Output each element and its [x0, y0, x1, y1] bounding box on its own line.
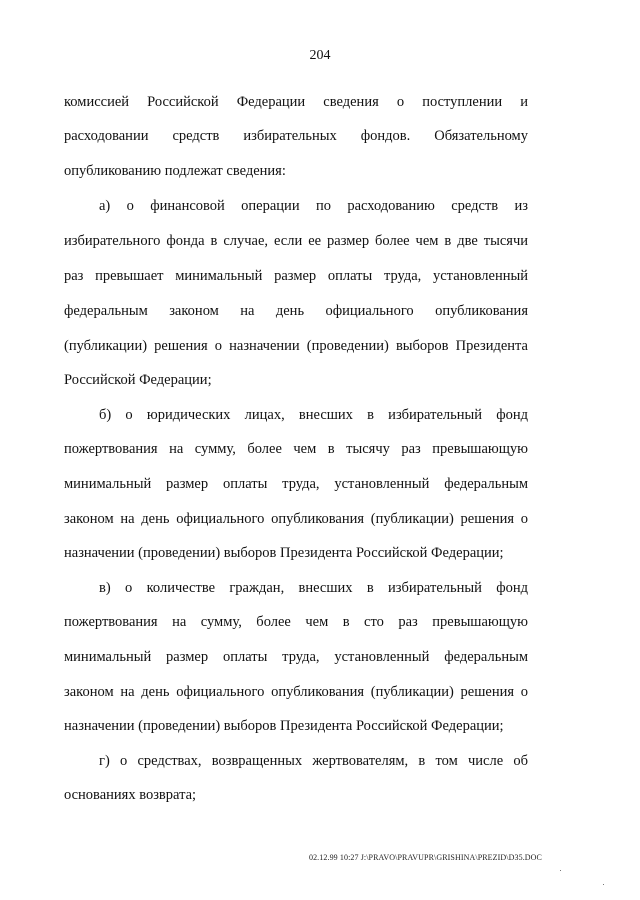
scan-speck	[603, 884, 604, 885]
text-line: минимальный размер оплаты труда, установленный федеральным	[64, 649, 528, 665]
text-line: расходовании средств избирательных фондов. Обязательному	[64, 128, 528, 144]
text-line: комиссией Российской Федерации сведения о поступлении и	[64, 94, 528, 110]
text-line: пожертвования на сумму, более чем в тысячу раз превышающую	[64, 441, 528, 457]
paragraph-a-first-line: а) о финансовой операции по расходованию средств из	[99, 198, 528, 214]
page-number: 204	[309, 48, 331, 63]
text-line: назначении (проведении) выборов Президента Российской Федерации;	[64, 545, 504, 561]
text-line: (публикации) решения о назначении (проведении) выборов Президента	[64, 338, 528, 354]
text-line: раз превышает минимальный размер оплаты труда, установленный	[64, 268, 528, 284]
text-line: законом на день официального опубликования (публикации) решения о	[64, 511, 528, 527]
text-line: Российской Федерации;	[64, 372, 212, 388]
text-line: основаниях возврата;	[64, 787, 197, 803]
text-line: законом на день официального опубликования (публикации) решения о	[64, 684, 528, 700]
text-line: назначении (проведении) выборов Президента Российской Федерации;	[64, 718, 504, 734]
scan-speck	[560, 870, 561, 871]
text-line: избирательного фонда в случае, если ее размер более чем в две тысячи	[64, 233, 528, 249]
text-line: федеральным законом на день официального опубликования	[64, 303, 528, 319]
paragraph-v-first-line: в) о количестве граждан, внесших в избирательный фонд	[99, 580, 528, 596]
text-line: минимальный размер оплаты труда, установленный федеральным	[64, 476, 528, 492]
text-line: опубликованию подлежат сведения:	[64, 163, 286, 179]
text-line: пожертвования на сумму, более чем в сто раз превышающую	[64, 614, 528, 630]
paragraph-b-first-line: б) о юридических лицах, внесших в избирательный фонд	[99, 407, 528, 423]
document-footer: 02.12.99 10:27 J:\PRAVO\PRAVUPR\GRISHINA\PREZID\D35.DOC	[308, 853, 542, 862]
paragraph-g-first-line: г) о средствах, возвращенных жертвователям, в том числе об	[99, 753, 528, 769]
